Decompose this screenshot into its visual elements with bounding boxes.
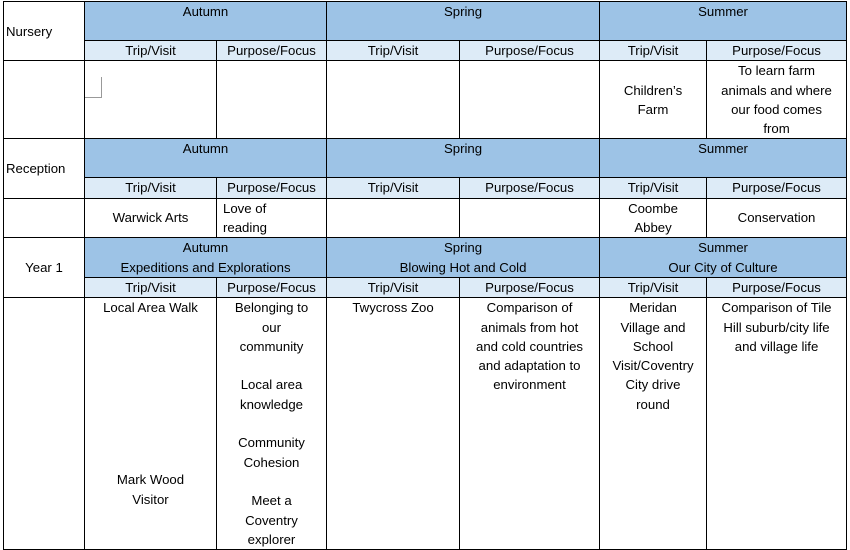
- nursery-empty-cell: [4, 61, 85, 139]
- year1-spring-purpose-line: and adaptation to: [478, 358, 581, 374]
- year1-label-text: Year 1: [25, 260, 63, 276]
- reception-col-header: Trip/Visit: [327, 178, 460, 198]
- reception-empty-cell: [4, 198, 85, 238]
- reception-label-text: Reception: [6, 160, 66, 176]
- reception-col-header: Purpose/Focus: [707, 178, 847, 198]
- nursery-col-header: Trip/Visit: [600, 41, 707, 61]
- year1-autumn-trip-line: Visitor: [132, 491, 169, 507]
- reception-content-row: [4, 198, 847, 238]
- nursery-content-row: [4, 61, 847, 139]
- year1-summer-trip-line: School: [632, 338, 674, 354]
- year1-season-row: [4, 238, 847, 278]
- reception-autumn-trip-cell: Warwick Arts: [85, 198, 217, 238]
- reception-col-header: Purpose/Focus: [217, 178, 327, 198]
- year1-spring-header: [327, 238, 600, 278]
- nursery-summer-purpose-cell: [707, 61, 847, 139]
- year1-summer-trip-line: Village and: [620, 319, 686, 335]
- curriculum-trips-table: [3, 1, 847, 550]
- year1-spring-purpose-line: animals from hot: [480, 319, 579, 335]
- reception-summer-trip-line: Abbey: [634, 220, 672, 236]
- year1-autumn-purpose-line: Meet a: [251, 493, 292, 509]
- year1-label: [4, 238, 85, 298]
- nursery-spring-purpose-cell: [460, 61, 600, 139]
- nursery-season-row: [4, 2, 847, 41]
- nursery-label: [4, 2, 85, 61]
- year1-autumn-trip-line: Mark Wood: [116, 472, 185, 488]
- reception-spring-trip-cell: [327, 198, 460, 238]
- year1-col-header: Purpose/Focus: [707, 277, 847, 297]
- year1-autumn-purpose-line: our: [261, 319, 282, 335]
- year1-empty-cell: [4, 298, 85, 550]
- reception-spring-purpose-cell: [460, 198, 600, 238]
- year1-summer-purpose-line: and village life: [734, 338, 819, 354]
- year1-autumn-trip-visitor: [85, 470, 216, 509]
- reception-autumn-purpose-cell: [217, 198, 327, 238]
- year1-summer-purpose-line: Comparison of Tile: [721, 300, 832, 316]
- nursery-col-header: Purpose/Focus: [217, 41, 327, 61]
- reception-autumn-purpose-line: Love of: [223, 200, 267, 216]
- year1-spring-purpose-line: environment: [493, 377, 566, 393]
- nursery-summer-header: Summer: [600, 2, 847, 41]
- year1-summer-trip-cell: [600, 298, 707, 550]
- year1-spring-trip-line: Twycross Zoo: [352, 300, 434, 316]
- year1-summer-header: [600, 238, 847, 278]
- reception-summer-trip-line: Coombe: [628, 200, 678, 216]
- nursery-spring-trip-cell: [327, 61, 460, 139]
- nursery-summer-purpose-line: To learn farm: [738, 63, 815, 79]
- reception-col-header: Trip/Visit: [85, 178, 217, 198]
- year1-subheader-row: [4, 277, 847, 297]
- reception-spring-header: Spring: [327, 139, 600, 178]
- reception-summer-header: Summer: [600, 139, 847, 178]
- reception-col-header: Purpose/Focus: [460, 178, 600, 198]
- nursery-col-header: Purpose/Focus: [460, 41, 600, 61]
- year1-spring-theme: Blowing Hot and Cold: [399, 259, 527, 275]
- reception-autumn-purpose-line: reading: [223, 220, 267, 236]
- year1-autumn-purpose-line: knowledge: [239, 396, 304, 412]
- reception-season-row: [4, 139, 847, 178]
- year1-spring-purpose-line: and cold countries: [475, 338, 584, 354]
- year1-spring-purpose-cell: [460, 298, 600, 550]
- reception-subheader-row: [4, 178, 847, 198]
- nursery-summer-purpose-line: animals and where: [721, 82, 832, 98]
- nursery-col-header: Purpose/Focus: [707, 41, 847, 61]
- reception-label: [4, 139, 85, 198]
- year1-autumn-theme: Expeditions and Explorations: [120, 259, 291, 275]
- year1-content-row: [4, 298, 847, 550]
- year1-spring-trip-cell: [327, 298, 460, 550]
- reception-summer-trip-cell: [600, 198, 707, 238]
- nursery-subheader-row: [4, 41, 847, 61]
- year1-autumn-name: Autumn: [182, 240, 229, 256]
- text-cursor-mark: [85, 77, 103, 98]
- year1-autumn-purpose-line: Community: [238, 435, 305, 451]
- nursery-autumn-purpose-cell: [217, 61, 327, 139]
- year1-summer-name: Summer: [698, 240, 748, 256]
- year1-autumn-trip-cell: [85, 298, 217, 550]
- year1-autumn-purpose-line: Belonging to: [234, 300, 309, 316]
- year1-autumn-purpose-line: Cohesion: [243, 454, 300, 470]
- nursery-summer-purpose-line: from: [763, 121, 790, 137]
- nursery-summer-trip-cell: [600, 61, 707, 139]
- year1-autumn-trip-line: Local Area Walk: [103, 300, 198, 316]
- nursery-label-text: Nursery: [6, 23, 53, 39]
- year1-summer-trip-line: City drive: [625, 377, 681, 393]
- nursery-col-header: Trip/Visit: [85, 41, 217, 61]
- year1-col-header: Trip/Visit: [600, 277, 707, 297]
- nursery-summer-purpose-line: our food comes: [731, 101, 822, 117]
- year1-autumn-purpose-line: community: [239, 338, 304, 354]
- year1-summer-trip-line: Visit/Coventry: [612, 358, 694, 374]
- year1-summer-purpose-line: Hill suburb/city life: [723, 319, 830, 335]
- nursery-autumn-trip-cell: [85, 61, 217, 139]
- year1-col-header: Trip/Visit: [85, 277, 217, 297]
- reception-autumn-header: Autumn: [85, 139, 327, 178]
- year1-summer-trip-line: Meridan: [629, 300, 677, 316]
- reception-col-header: Trip/Visit: [600, 178, 707, 198]
- nursery-spring-header: Spring: [327, 2, 600, 41]
- nursery-summer-trip-line: Farm: [637, 101, 669, 117]
- reception-summer-purpose-cell: Conservation: [707, 198, 847, 238]
- year1-col-header: Purpose/Focus: [217, 277, 327, 297]
- year1-col-header: Trip/Visit: [327, 277, 460, 297]
- year1-autumn-purpose-line: Coventry: [245, 512, 298, 528]
- year1-autumn-header: [85, 238, 327, 278]
- nursery-summer-trip-line: Children’s: [623, 82, 683, 98]
- year1-col-header: Purpose/Focus: [460, 277, 600, 297]
- year1-autumn-purpose-cell: [217, 298, 327, 550]
- year1-summer-purpose-cell: [707, 298, 847, 550]
- year1-spring-name: Spring: [443, 240, 483, 256]
- year1-spring-purpose-line: Comparison of: [486, 300, 573, 316]
- year1-autumn-purpose-line: explorer: [247, 531, 296, 547]
- year1-summer-theme: Our City of Culture: [668, 259, 778, 275]
- nursery-col-header: Trip/Visit: [327, 41, 460, 61]
- year1-summer-trip-line: round: [636, 396, 670, 412]
- year1-autumn-purpose-line: Local area: [240, 377, 303, 393]
- nursery-autumn-header: Autumn: [85, 2, 327, 41]
